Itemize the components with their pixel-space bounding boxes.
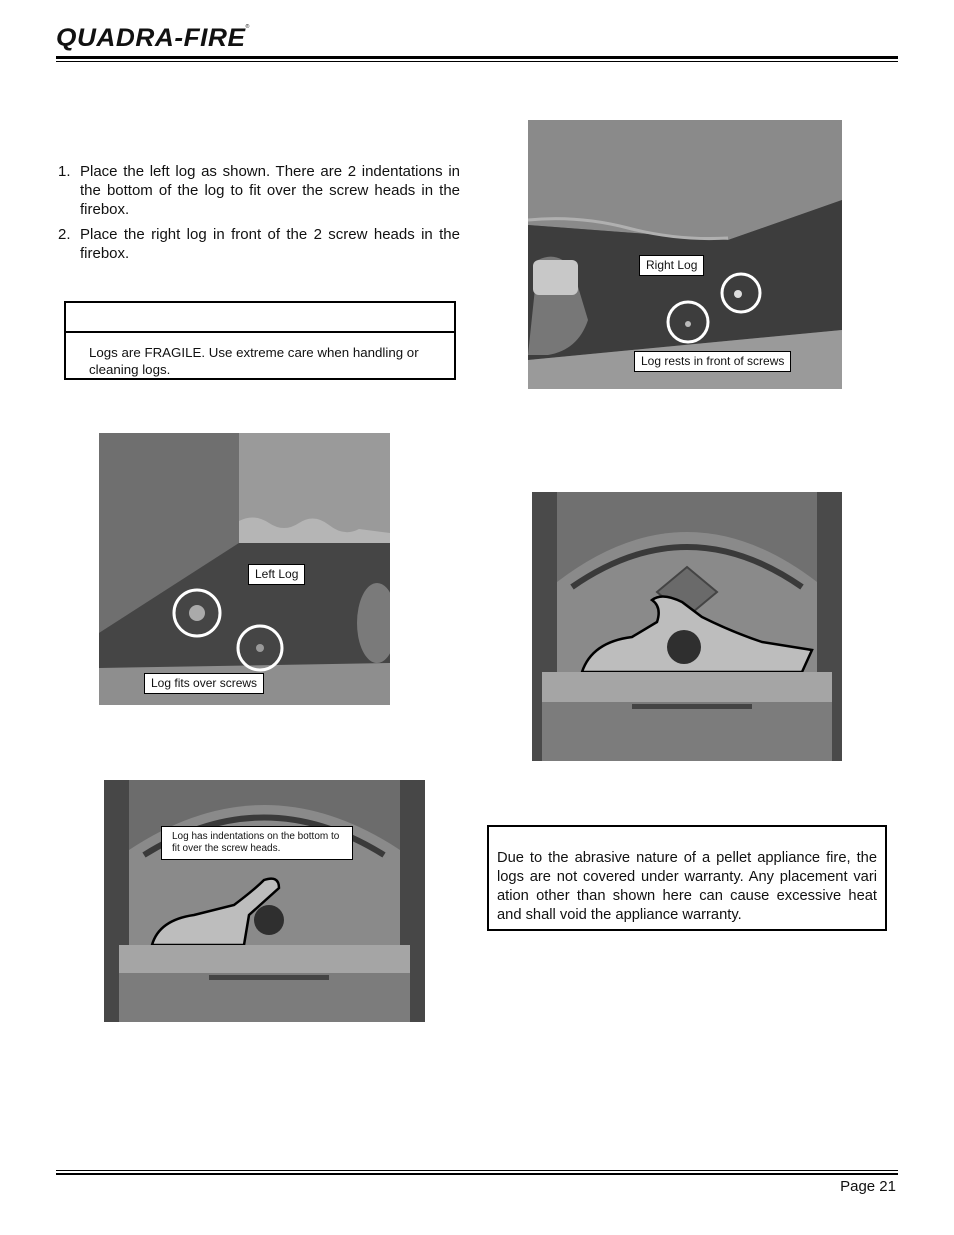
photo-left-log-installed bbox=[104, 780, 425, 1022]
header-rule bbox=[56, 56, 898, 59]
label-log-fits-over-screws: Log fits over screws bbox=[144, 673, 264, 694]
photo-both-logs-installed bbox=[532, 492, 842, 761]
label-log-rests-in-front: Log rests in front of screws bbox=[634, 351, 791, 372]
footer-rule-thick bbox=[56, 1173, 898, 1175]
stove-photo-both-logs bbox=[532, 492, 842, 761]
note-text: Logs are FRAGILE. Use extreme care when handling or cleaning logs. bbox=[89, 345, 419, 377]
firebox-photo-left bbox=[99, 433, 390, 705]
brand-logo: QUADRA-FIRE® bbox=[56, 24, 250, 52]
warranty-warning-box bbox=[487, 825, 887, 931]
note-header bbox=[66, 303, 454, 333]
step-1: 1. Place the left log as shown. There are 2 indentations in the bottom of the log to fit over the screw heads in the firebox. bbox=[58, 163, 460, 218]
photo-right-log-position bbox=[528, 120, 842, 389]
step-2: 2. Place the right log in front of the 2 screw heads in the firebox. bbox=[58, 226, 460, 262]
photo-left-log-position bbox=[99, 433, 390, 705]
header-rule-thin bbox=[56, 61, 898, 62]
label-right-log: Right Log bbox=[639, 255, 704, 276]
label-log-indentations: Log has indentations on the bottom to fit over the screw heads. bbox=[161, 826, 353, 860]
stove-photo-left-log bbox=[104, 780, 425, 1022]
page-number: Page 21 bbox=[840, 1178, 896, 1195]
instruction-steps bbox=[58, 162, 460, 269]
caution-note-box bbox=[64, 301, 456, 380]
label-left-log: Left Log bbox=[248, 564, 305, 585]
warranty-text: Due to the abrasive nature of a pellet appliance fire, the logs are not covered under warranty. Any placement vari ation other than shown here can cause excessive heat and shall void the appliance warranty. bbox=[497, 850, 877, 923]
footer-rule bbox=[56, 1170, 898, 1171]
